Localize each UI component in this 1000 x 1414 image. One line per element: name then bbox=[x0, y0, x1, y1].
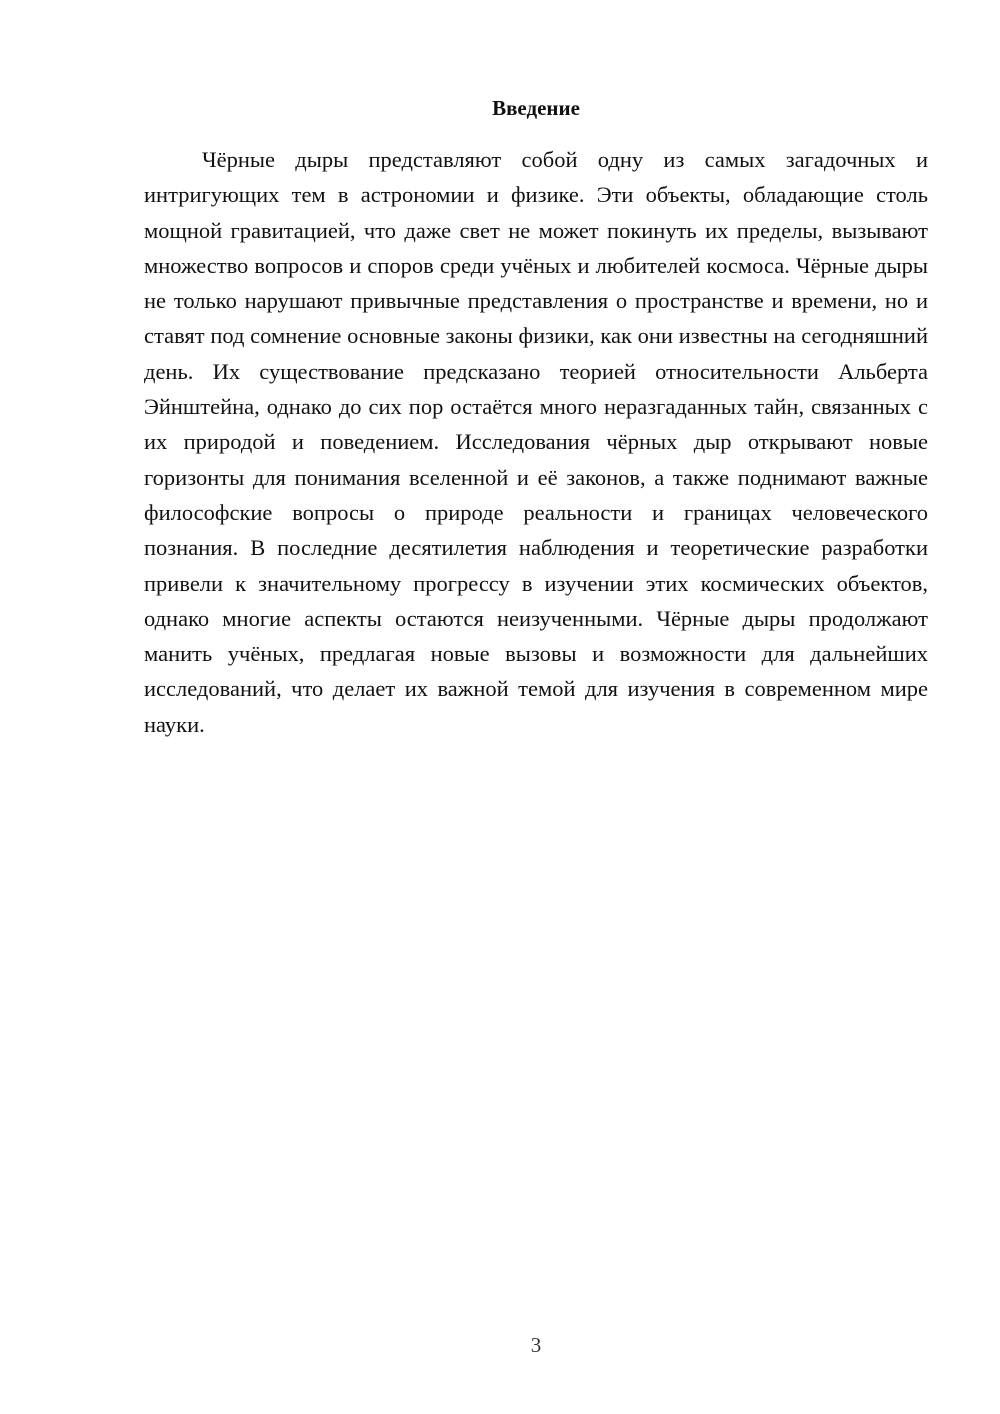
page-number: 3 bbox=[530, 1333, 542, 1357]
introduction-paragraph: Чёрные дыры представляют собой одну из самых загадочных и интригующих тем в астрономии и физике. Эти объекты, обладающие столь мощной гравитацией, что даже свет не может покинуть их пределы, вызывают множество вопросов и споров среди учёных и любителей космоса. Чёрные дыры не только нарушают привычные представления о пространстве и времени, но и ставят под сомнение основные законы физики, как они известны на сегодняшний день. Их существование предсказано теорией относительности Альберта Эйнштейна, однако до сих пор остаётся много неразгаданных тайн, связанных с их природой и поведением. Исследования чёрных дыр открывают новые горизонты для понимания вселенной и её законов, а также поднимают важные философские вопросы о природе реальности и границах человеческого познания. В последние десятилетия наблюдения и теоретические разработки привели к значительному прогрессу в изучении этих космических объектов, однако многие аспекты остаются неизученными. Чёрные дыры продолжают манить учёных, предлагая новые вызовы и возможности для дальнейших исследований, что делает их важной темой для изучения в современном мире науки. bbox=[144, 147, 928, 737]
section-heading: Введение bbox=[492, 96, 580, 120]
